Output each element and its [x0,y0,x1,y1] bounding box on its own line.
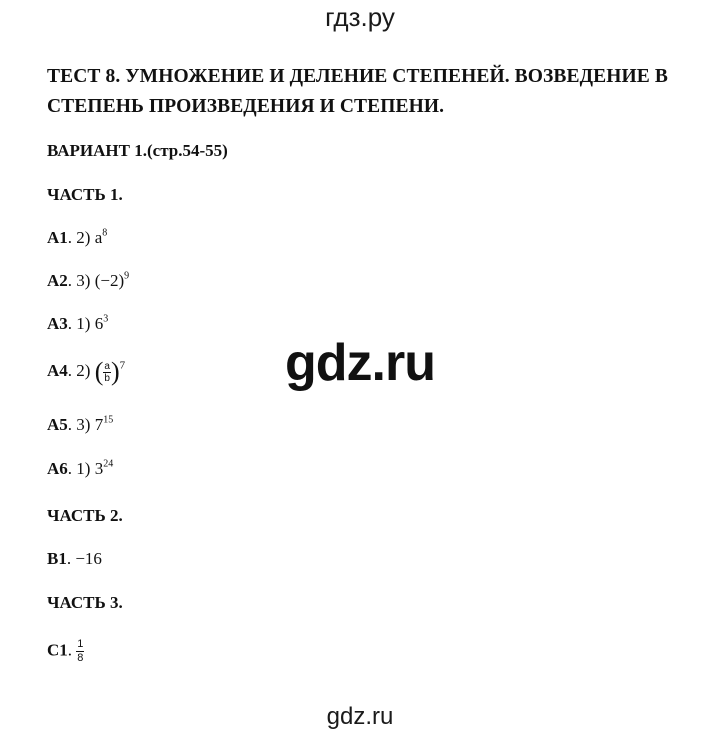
answer-label: А3 [47,314,68,333]
site-header: гдз.ру [325,2,395,32]
answer-a3 [47,313,108,335]
watermark: gdz.ru [285,334,435,392]
answer-choice: . 1) [67,314,95,333]
answer-label: А2 [47,271,68,290]
page-title: ТЕСТ 8. УМНОЖЕНИЕ И ДЕЛЕНИЕ СТЕПЕНЕЙ. ВОЗВЕДЕНИЕ В СТЕПЕНЬ ПРОИЗВЕДЕНИЯ И СТЕПЕНИ. [47,66,668,117]
answer-label: А5 [47,415,68,434]
answer-label: С1 [47,640,68,660]
answer-base: (−2) [94,271,125,290]
answer-exponent: 7 [119,359,126,372]
fraction-denominator: b [104,372,110,384]
close-paren: ) [110,357,120,387]
answer-b1 [47,548,102,570]
answer-choice: . 2) [67,228,95,247]
answer-exponent: 15 [103,414,114,426]
answer-choice: . 1) [67,459,95,478]
answer-a5 [47,414,113,436]
answer-base: a [94,228,103,247]
answer-a2 [47,270,129,292]
answer-label: А1 [47,228,68,247]
answer-exponent: 8 [102,227,108,239]
answer-label: А6 [47,459,68,478]
answer-choice: . 3) [67,415,95,434]
part2-heading: ЧАСТЬ 2. [47,506,123,525]
answer-sep: . [67,640,77,660]
answer-a6 [47,458,113,480]
answer-choice: . 2) [67,361,95,380]
answer-exponent: 9 [124,270,130,282]
answer-label: А4 [47,361,68,380]
part3-heading: ЧАСТЬ 3. [47,593,123,612]
variant-heading: ВАРИАНТ 1.(стр.54-55) [47,141,228,160]
answer-base: 7 [94,415,104,434]
open-paren: ( [94,357,104,387]
answer-choice: . 3) [67,271,95,290]
answer-base: 3 [94,459,104,478]
part1-heading: ЧАСТЬ 1. [47,185,123,204]
answer-base: 6 [94,314,104,333]
answer-a1 [47,227,107,249]
fraction-numerator: 1 [77,638,84,650]
answer-value: . −16 [66,549,102,568]
answer-label: В1 [47,549,67,568]
fraction [76,638,84,665]
site-footer: gdz.ru [326,703,394,730]
answer-exponent: 3 [103,313,109,325]
fraction-denominator: 8 [77,652,84,664]
answer-c1 [47,638,84,665]
fraction-numerator: a [104,360,110,372]
answer-exponent: 24 [103,458,114,470]
